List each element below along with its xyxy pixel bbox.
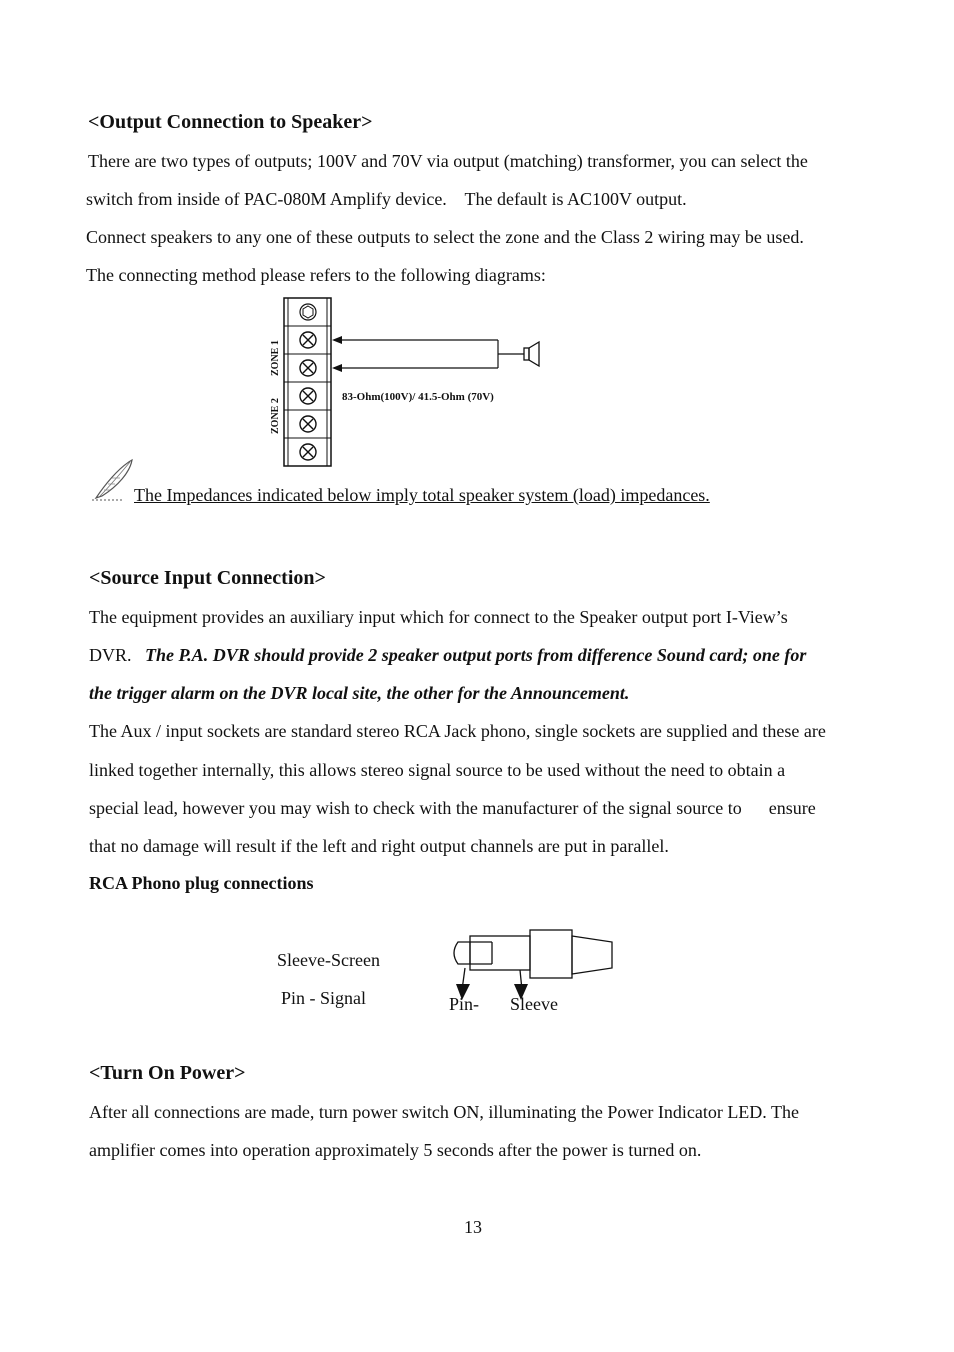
page-number: 13 [464, 1217, 482, 1237]
output-connection-heading: <Output Connection to Speaker> [88, 111, 373, 133]
output-paragraph-line-1: There are two types of outputs; 100V and 70V via output (matching) transformer, you can select the [88, 151, 808, 171]
speaker-icon [524, 342, 539, 366]
arrow-left-icon [332, 336, 342, 344]
source-paragraph-line-5: linked together internally, this allows stereo signal source to be used without the need to obtain a [89, 760, 786, 780]
source-paragraph-line-7: that no damage will result if the left and right output channels are put in parallel. [89, 836, 669, 856]
source-paragraph-line-1: The equipment provides an auxiliary input which for connect to the Speaker output port I-View’s [89, 607, 788, 627]
rca-body [530, 930, 572, 978]
source-paragraph-line-2 [89, 644, 806, 666]
source-line-2-plain: DVR. [89, 645, 146, 665]
rca-pin-tip [454, 942, 470, 964]
output-paragraph-line-2: switch from inside of PAC-080M Amplify device. The default is AC100V output. [86, 189, 687, 209]
arrow-left-icon [332, 364, 342, 372]
ground-terminal-icon [300, 304, 316, 320]
output-paragraph-line-3: Connect speakers to any one of these outputs to select the zone and the Class 2 wiring may be used. [86, 227, 804, 247]
rca-cable-boot [572, 936, 612, 974]
terminal-block-diagram [250, 294, 550, 470]
output-paragraph-line-4: The connecting method please refers to the following diagrams: [86, 265, 546, 285]
sleeve-screen-label: Sleeve-Screen [277, 950, 380, 970]
source-line-2-emphasis: The P.A. DVR should provide 2 speaker output ports from difference Sound card; one for [145, 645, 807, 665]
pen-note-icon [90, 456, 134, 504]
pin-callout-label: Pin- [449, 994, 480, 1014]
speaker-wires [334, 340, 524, 368]
rca-sleeve-shell [470, 936, 530, 970]
screw-terminal-icon [300, 332, 316, 460]
sleeve-callout-label: Sleeve [510, 994, 558, 1014]
zone-1-label: ZONE 1 [270, 340, 281, 376]
source-paragraph-line-3: the trigger alarm on the DVR local site, the other for the Announcement. [89, 683, 630, 703]
pin-signal-label: Pin - Signal [281, 988, 367, 1008]
impedance-label: 83-Ohm(100V)/ 41.5-Ohm (70V) [342, 391, 494, 403]
turn-on-power-heading: <Turn On Power> [89, 1062, 246, 1084]
source-paragraph-line-4: The Aux / input sockets are standard stereo RCA Jack phono, single sockets are supplied and these are [89, 721, 826, 741]
power-paragraph-line-1: After all connections are made, turn power switch ON, illuminating the Power Indicator LED. The [89, 1102, 799, 1122]
zone-2-label: ZONE 2 [270, 398, 281, 434]
power-paragraph-line-2: amplifier comes into operation approximately 5 seconds after the power is turned on. [89, 1140, 702, 1160]
impedance-note: The Impedances indicated below imply total speaker system (load) impedances. [134, 485, 710, 505]
rca-subheading: RCA Phono plug connections [89, 873, 314, 893]
source-paragraph-line-6: special lead, however you may wish to check with the manufacturer of the signal source to ensure [89, 798, 816, 818]
source-input-heading: <Source Input Connection> [89, 567, 326, 589]
